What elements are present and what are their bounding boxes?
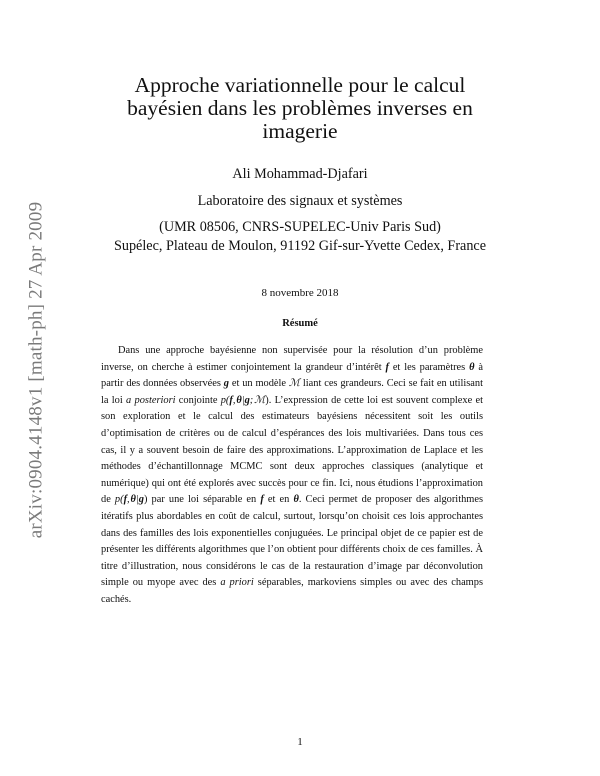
abstract-text: Dans une approche bayésienne non supervisée pour la résolution d’un problème inverse, on cherche à estimer conjointement la grandeur d’intérêt bbox=[101, 345, 483, 373]
abstract-text: et en bbox=[263, 494, 294, 506]
paper-date: 8 novembre 2018 bbox=[261, 287, 339, 299]
math-formula: p(f, θ|g bbox=[114, 494, 144, 506]
affiliation-address: Supélec, Plateau de Moulon, 91192 Gif-sur-Yvette Cedex, France bbox=[113, 238, 487, 254]
arxiv-identifier-text: arXiv:0904.4148v1 [math-ph] 27 Apr 2009 bbox=[25, 201, 46, 539]
math-symbol: f bbox=[260, 494, 264, 506]
italic-term: a posteriori bbox=[126, 394, 176, 406]
abstract-text: et les paramètres bbox=[388, 361, 470, 373]
abstract-text: ). L’expression de cette loi est souvent complexe et son exploration et le calcul des estimateurs bayésiens nécessitent soit les outils d’optimisation de critères ou de calcul d’espérances des lois multivariées. Dans tous ces cas, il y a souvent besoin de faire des approximations. L’approximation de Laplace et les méthodes d’échantillonnage MCMC sont deux approches classiques (analytique et numérique) qui ont été explorés avec succès pour ce fin. Ici, nous étudions l’approximation de bbox=[101, 394, 483, 506]
math-symbol: g bbox=[223, 378, 229, 390]
affiliation-umr: (UMR 08506, CNRS-SUPELEC-Univ Paris Sud) bbox=[159, 219, 441, 235]
abstract-heading: Résumé bbox=[282, 318, 318, 329]
abstract-text: . Ceci permet de proposer des algorithmes itératifs plus abordables en coût de calcul, surtout, lorsqu’on choisit ces lois approchantes dans des familles des lois exponentielles conjuguées. Le principal objet de ce papier est de présenter les différents algorithmes que l’on obtient pour différents choix de ces familles. À titre d’illustration, nous considérons le cas de la restauration d’image par déconvolution simple ou myope avec des bbox=[101, 494, 484, 589]
paper-title: Approche variationnelle pour le calcul bayésien dans les problèmes inverses en imagerie bbox=[127, 73, 473, 143]
arxiv-identifier[interactable] bbox=[20, 155, 52, 585]
abstract-text: et un modèle bbox=[229, 378, 289, 390]
abstract-text: liant ces grandeurs. Ceci se fait en utilisant la loi bbox=[101, 378, 483, 406]
abstract-text: conjointe bbox=[175, 394, 221, 406]
math-symbol: θ bbox=[293, 494, 299, 506]
author-name: Ali Mohammad-Djafari bbox=[232, 166, 368, 182]
abstract-text: à partir des données observées bbox=[101, 361, 483, 390]
math-formula: p(f, θ|g; ℳ bbox=[220, 394, 266, 406]
affiliation-lab: Laboratoire des signaux et systèmes bbox=[197, 193, 403, 209]
italic-term: a priori bbox=[220, 577, 254, 589]
math-symbol: f bbox=[385, 361, 389, 373]
page-number: 1 bbox=[297, 736, 303, 748]
math-symbol: ℳ bbox=[288, 378, 301, 390]
abstract-body bbox=[101, 343, 483, 609]
math-symbol: θ bbox=[469, 361, 475, 373]
abstract-text: ) par une loi séparable en bbox=[143, 494, 261, 506]
abstract-text: séparables, markoviens simples ou avec des champs cachés. bbox=[101, 577, 484, 605]
